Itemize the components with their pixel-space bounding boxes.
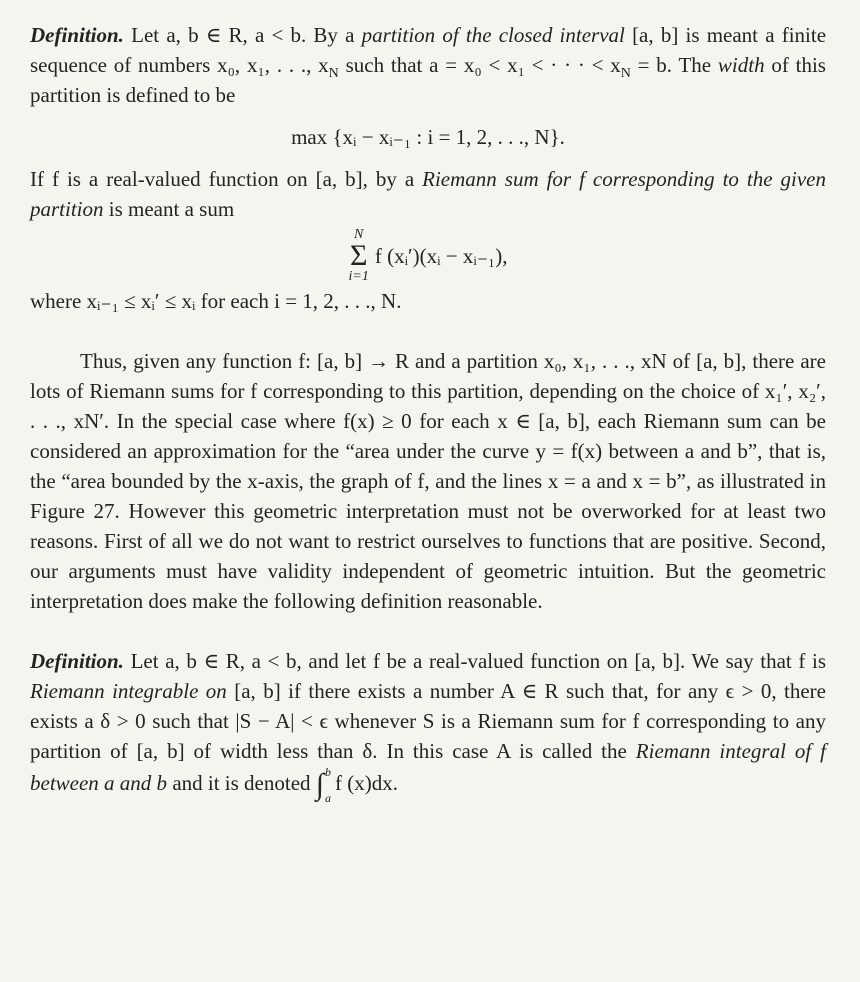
definition-partition	[30, 20, 826, 110]
width-formula: max {xᵢ − xᵢ₋₁ : i = 1, 2, . . ., N}.	[291, 125, 565, 149]
textbook-page	[30, 20, 826, 804]
integral-expression: f (x)dx.	[335, 770, 398, 795]
sum-upper-limit: N	[354, 227, 364, 242]
paragraph-gap	[30, 616, 826, 646]
sum-lower-limit: i=1	[348, 269, 369, 284]
definition-title: Definition.	[30, 23, 124, 47]
integral-notation	[316, 766, 335, 804]
definition-riemann-integrable	[30, 646, 826, 804]
definition-text: such that a = x₀ < x₁ < · · · < x	[338, 53, 621, 77]
where-line: where xᵢ₋₁ ≤ xᵢ′ ≤ xᵢ for each i = 1, 2, . . ., N.	[30, 289, 402, 313]
sum-expression: f (xᵢ′)(xᵢ − xᵢ₋₁),	[374, 244, 508, 268]
integral-upper-limit: b	[325, 765, 332, 779]
definition-text: = b. The	[630, 53, 718, 77]
riemann-sum-intro	[30, 164, 826, 224]
subscript: N	[620, 66, 631, 82]
term-riemann-sum: Riemann sum for f corresponding to the given partition	[30, 167, 827, 221]
definition-text: and it is denoted	[167, 770, 316, 795]
summation	[349, 228, 369, 284]
paragraph-gap	[30, 316, 826, 346]
definition-text: Let a, b ∈ R, a < b. By a	[131, 23, 362, 47]
definition-text: of this partition is defined to be	[30, 53, 826, 107]
subscript: N	[328, 66, 339, 82]
definition-title: Definition.	[30, 649, 124, 673]
body-text: If f is a real-valued function on [a, b], by a	[30, 167, 423, 191]
term-partition: partition of the closed interval	[361, 23, 625, 47]
integral-limits	[325, 766, 331, 804]
definition-text: [a, b] if there exists a number A ∈ R such that, for any ϵ > 0, there exists a δ > 0 such that |S − A| < ϵ whenever S is a Riemann sum for f corresponding to any partition of [a, b] of width less than δ. In this case A is called the	[30, 679, 826, 763]
body-text: is meant a sum	[103, 197, 235, 221]
sigma-symbol: Σ	[349, 239, 368, 272]
riemann-sum-formula	[30, 228, 826, 284]
term-riemann-integral: Riemann integral of f between a and b	[30, 739, 826, 795]
definition-text: [a, b] is meant a finite sequence of numbers x₀, x₁, . . ., x	[30, 23, 827, 77]
definition-text: Let a, b ∈ R, a < b, and let f be a real-valued function on [a, b]. We say that f is	[130, 649, 826, 673]
integral-sign: ∫	[315, 768, 325, 801]
term-riemann-integrable: Riemann integrable on	[30, 679, 227, 703]
integral-lower-limit: a	[325, 791, 332, 805]
paragraph-geometric-interpretation: Thus, given any function f: [a, b] → R and a partition x₀, x₁, . . ., xN of [a, b], there are lots of Riemann sums for f corresponding to this partition, depending on the choice of x₁′, x₂′, . . ., xN′. In the special case where f(x) ≥ 0 for each x ∈ [a, b], each Riemann sum can be considered an approximation for the “area under the curve y = f(x) between a and b”, that is, the “area bounded by the x-axis, the graph of f, and the lines x = a and x = b”, as illustrated in Figure 27. However this geometric interpretation must not be overworked for at least two reasons. First of all we do not want to restrict ourselves to functions that are positive. Second, our arguments must have validity independent of geometric intuition. But the geometric interpretation does make the following definition reasonable.	[30, 349, 826, 613]
term-width: width	[717, 53, 765, 77]
